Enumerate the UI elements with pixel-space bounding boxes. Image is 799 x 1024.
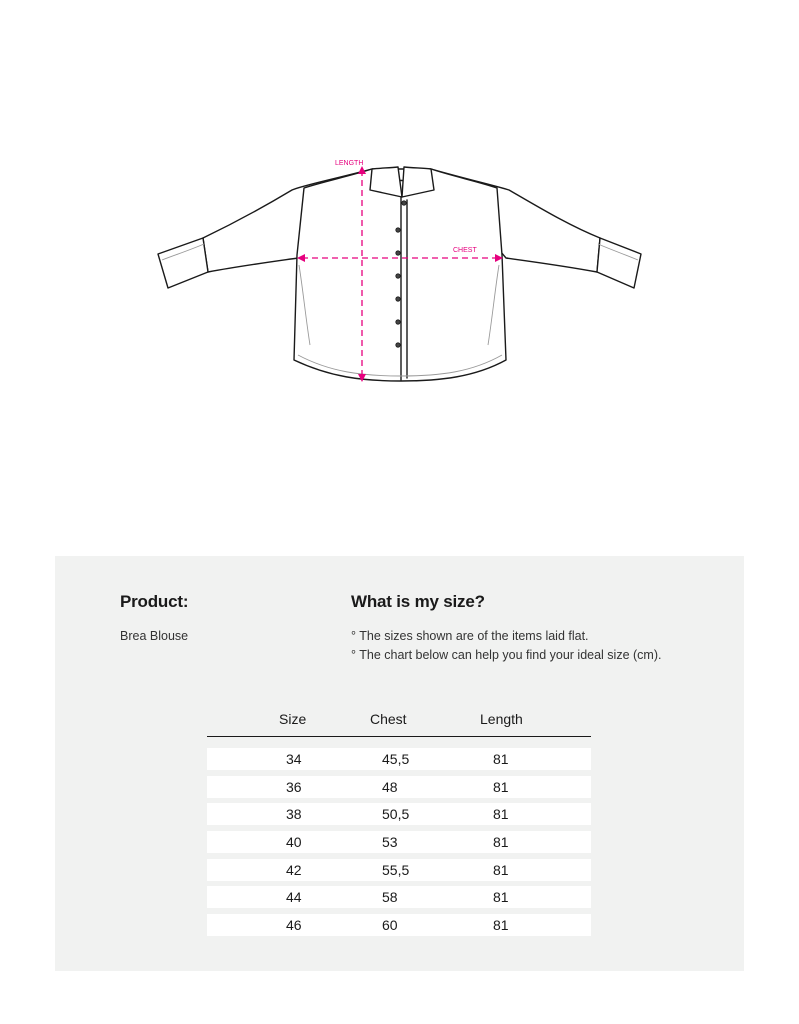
button xyxy=(396,343,400,347)
size-note: ° The sizes shown are of the items laid flat. xyxy=(351,629,589,643)
cell-size: 44 xyxy=(286,889,302,906)
cell-length: 81 xyxy=(493,861,509,878)
cell-length: 81 xyxy=(493,834,509,851)
right-cuff xyxy=(597,238,641,288)
length-label: LENGTH xyxy=(335,160,364,167)
cell-chest: 55,5 xyxy=(382,861,410,878)
cell-chest: 58 xyxy=(382,889,398,906)
button xyxy=(396,320,400,324)
button xyxy=(396,297,400,301)
length-arrow-top-icon xyxy=(358,166,366,174)
product-heading: Product: xyxy=(120,592,189,611)
size-info-panel xyxy=(55,556,744,971)
cell-chest: 45,5 xyxy=(382,751,410,767)
chest-label: CHEST xyxy=(453,247,477,254)
size-chart-table xyxy=(207,708,591,942)
product-name: Brea Blouse xyxy=(120,629,189,643)
button xyxy=(396,228,400,232)
cell-chest: 60 xyxy=(382,917,398,934)
cell-length: 81 xyxy=(493,806,509,823)
cell-length: 81 xyxy=(493,917,509,934)
button xyxy=(396,274,400,278)
blouse-flat-sketch xyxy=(0,0,799,420)
table-row xyxy=(207,803,591,825)
cell-chest: 48 xyxy=(382,778,398,795)
column-header-size: Size xyxy=(279,711,307,727)
button xyxy=(396,251,400,255)
table-row xyxy=(207,914,591,936)
table-row xyxy=(207,831,591,853)
cell-size: 46 xyxy=(286,917,302,934)
table-row xyxy=(207,776,591,798)
cell-size: 40 xyxy=(286,834,302,851)
cell-length: 81 xyxy=(493,889,509,906)
button xyxy=(402,201,406,205)
cell-size: 34 xyxy=(286,751,302,767)
table-row xyxy=(207,886,591,908)
cell-chest: 53 xyxy=(382,834,398,851)
size-note: ° The chart below can help you find your ideal size (cm). xyxy=(351,648,662,662)
cell-length: 81 xyxy=(493,778,509,795)
column-header-chest: Chest xyxy=(370,711,407,727)
table-row xyxy=(207,748,591,770)
column-header-length: Length xyxy=(480,711,523,727)
table-header xyxy=(207,708,591,737)
cell-length: 81 xyxy=(493,751,509,767)
table-row xyxy=(207,859,591,881)
cell-size: 36 xyxy=(286,778,302,795)
cell-chest: 50,5 xyxy=(382,806,410,823)
size-heading: What is my size? xyxy=(351,592,485,611)
cell-size: 42 xyxy=(286,861,302,878)
cell-size: 38 xyxy=(286,806,302,823)
